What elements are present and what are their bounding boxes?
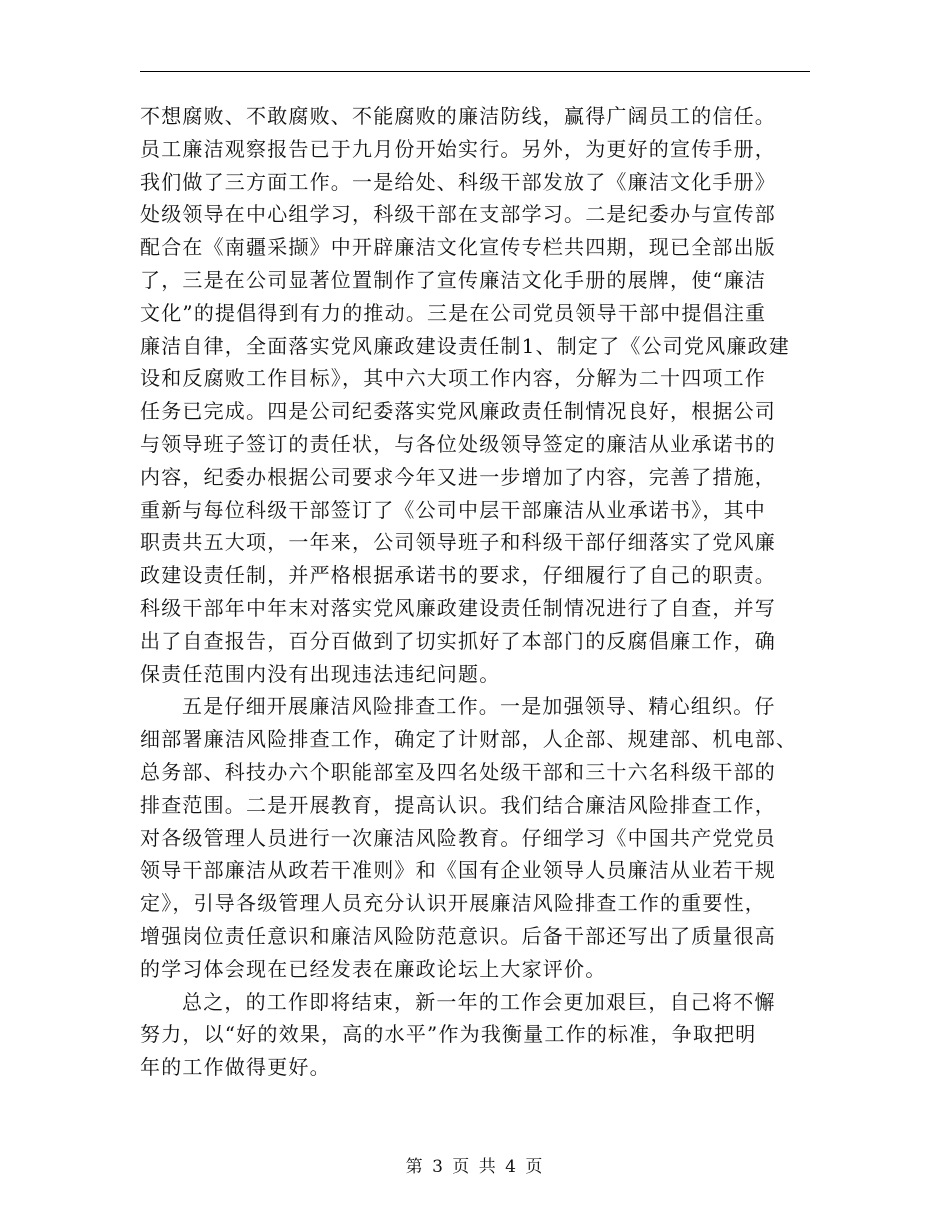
text-line: 不想腐败、不敢腐败、不能腐败的廉洁防线，赢得广阔员工的信任。	[140, 104, 776, 128]
text-line: 排查范围。二是开展教育，提高认识。我们结合廉洁风险排查工作，	[140, 792, 776, 817]
page-footer: 第 3 页 共 4 页	[405, 1157, 545, 1177]
text-line: 了，三是在公司显著位置制作了宣传廉洁文化手册的展牌，使“廉洁	[140, 267, 767, 292]
text-line: 与领导班子签订的责任状，与各位处级领导签定的廉洁从业承诺书的	[140, 431, 776, 456]
text-line: 的学习体会现在已经发表在廉政论坛上大家评价。	[140, 956, 607, 981]
text-line: 重新与每位科级干部签订了《公司中层干部廉洁从业承诺书》，其中	[140, 497, 766, 522]
text-line: 政建设责任制，并严格根据承诺书的要求，仔细履行了自己的职责。	[140, 563, 776, 588]
text-line: 保责任范围内没有出现违法违纪问题。	[140, 661, 501, 686]
header-rule	[140, 71, 810, 72]
text-line: 年的工作做得更好。	[140, 1055, 331, 1080]
text-line: 科级干部年中年末对落实党风廉政建设责任制情况进行了自查，并写	[140, 595, 776, 620]
text-line: 任务已完成。四是公司纪委落实党风廉政责任制情况良好，根据公司	[140, 399, 776, 424]
text-line: 出了自查报告，百分百做到了切实抓好了本部门的反腐倡廉工作，确	[140, 628, 776, 653]
text-line: 努力，以“好的效果，高的水平”作为我衡量工作的标准，争取把明	[140, 1022, 757, 1047]
text-line: 对各级管理人员进行一次廉洁风险教育。仔细学习《中国共产党党员	[140, 825, 776, 850]
text-line: 我们做了三方面工作。一是给处、科级干部发放了《廉洁文化手册》	[140, 169, 776, 194]
text-line: 员工廉洁观察报告已于九月份开始实行。另外，为更好的宣传手册，	[140, 136, 776, 161]
text-line: 文化”的提倡得到有力的推动。三是在公司党员领导干部中提倡注重	[140, 300, 767, 325]
text-line: 设和反腐败工作目标》，其中六大项工作内容，分解为二十四项工作	[140, 366, 766, 391]
paragraph-start-line: 总之，的工作即将结束，新一年的工作会更加艰巨，自己将不懈	[182, 989, 776, 1014]
text-line: 总务部、科技办六个职能部室及四名处级干部和三十六名科级干部的	[140, 759, 776, 784]
text-line: 增强岗位责任意识和廉洁风险防范意识。后备干部还写出了质量很高	[140, 923, 776, 948]
text-line: 处级领导在中心组学习，科级干部在支部学习。二是纪委办与宣传部	[140, 202, 776, 227]
text-line: 内容，纪委办根据公司要求今年又进一步增加了内容，完善了措施，	[140, 464, 776, 489]
text-line: 职责共五大项，一年来，公司领导班子和科级干部仔细落实了党风廉	[140, 530, 776, 555]
text-line: 廉洁自律，全面落实党风廉政建设责任制1、制定了《公司党风廉政建	[140, 333, 790, 358]
text-line: 定》，引导各级管理人员充分认识开展廉洁风险排查工作的重要性，	[140, 891, 766, 916]
text-line: 领导干部廉洁从政若干准则》和《国有企业领导人员廉洁从业若干规	[140, 858, 776, 883]
document-body	[140, 100, 812, 1084]
text-line: 细部署廉洁风险排查工作，确定了计财部，人企部、规建部、机电部、	[140, 727, 798, 752]
paragraph-start-line: 五是仔细开展廉洁风险排查工作。一是加强领导、精心组织。仔	[182, 694, 776, 719]
text-line: 配合在《南疆采撷》中开辟廉洁文化宣传专栏共四期，现已全部出版	[140, 235, 776, 260]
